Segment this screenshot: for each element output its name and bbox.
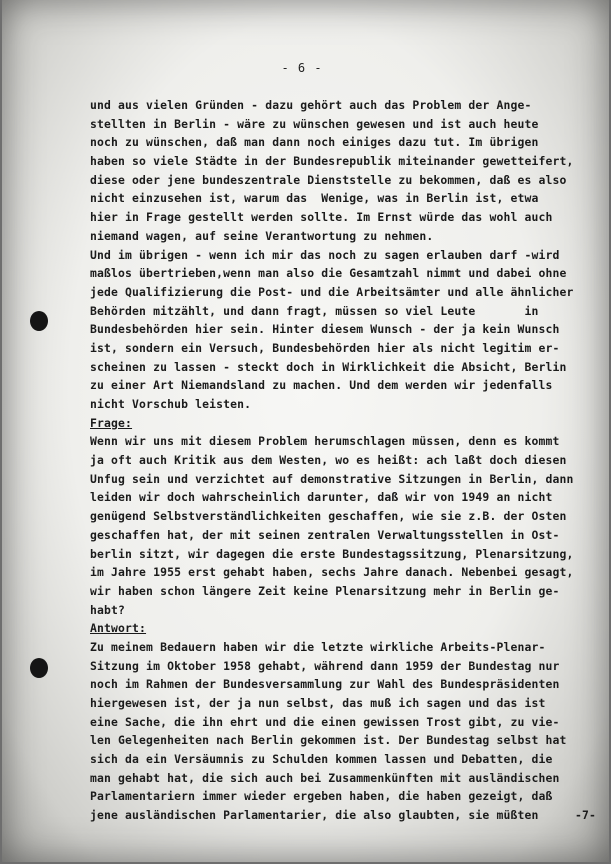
text-line: sich da ein Versäumnis zu Schulden kommen lassen und Debatten, die [90,752,553,767]
text-line: man gehabt hat, die sich auch bei Zusammenkünften mit ausländischen [90,770,560,785]
punch-hole [30,658,48,678]
text-line: zu einer Art Niemandsland zu machen. Und dem werden wir jedenfalls [90,378,553,393]
text-line: wir haben schon längere Zeit keine Plenarsitzung mehr in Berlin ge- [90,583,560,598]
continuation-mark: -7- [574,808,596,823]
text-line: hiergewesen ist, der ja nun selbst, das muß ich sagen und das ist [90,696,546,710]
antwort-label: Antwort: [90,621,147,636]
text-line: ist, sondern ein Versuch, Bundesbehörden hier als nicht legitim er- [90,340,560,355]
text-line: im Jahre 1955 erst gehabt haben, sechs Jahre danach. Nebenbei gesagt, [90,565,574,580]
text-line: haben so viele Städte in der Bundesrepublik miteinander gewetteifert, [90,154,574,169]
text-line: leiden wir doch wahrscheinlich darunter, daß wir von 1949 an nicht [90,490,553,505]
text-line: geschaffen hat, der mit seinen zentralen Verwaltungsstellen in Ost- [90,527,560,542]
frage-label: Frage: [90,415,133,430]
text-line: noch im Rahmen der Bundesversammlung zur Wahl des Bundespräsidenten [90,677,560,692]
text-line: jede Qualifizierung die Post- und die Arbeitsämter und alle ähnlicher [90,284,574,299]
text-line: Bundesbehörden hier sein. Hinter diesem Wunsch - der ja kein Wunsch [90,322,560,337]
text-line: berlin sitzt, wir dagegen die erste Bundestagssitzung, Plenarsitzung, [90,546,574,561]
text-line: hier in Frage gestellt werden sollte. Im Ernst würde das wohl auch [90,210,553,225]
text-line: niemand wagen, auf seine Verantwortung zu nehmen. [90,228,434,243]
text-line: noch zu wünschen, daß man dann noch einiges dazu tut. Im übrigen [90,135,539,150]
text-line: nicht einzusehen ist, warum das Wenige, was in Berlin ist, etwa [90,191,539,206]
text-line: habt? [90,602,126,617]
text-line: nicht Vorschub leisten. [90,397,252,411]
text-line: Parlamentariern immer wieder ergeben haben, die haben gezeigt, daß [90,789,553,804]
text-line: Behörden mitzählt, und dann fragt, müssen so viel Leute in [90,303,539,318]
text-line: Sitzung im Oktober 1958 gehabt, während dann 1959 der Bundestag nur [90,658,560,673]
document-page [2,0,609,862]
text-line: stellten in Berlin - wäre zu wünschen gewesen und ist auch heute [90,116,539,131]
text-line [90,806,596,825]
text-line: len Gelegenheiten nach Berlin gekommen ist. Der Bundestag selbst hat [90,733,567,748]
text-line: maßlos übertrieben,wenn man also die Gesamtzahl nimmt und dabei ohne [90,266,567,281]
text-line: Wenn wir uns mit diesem Problem herumschlagen müssen, denn es kommt [90,434,560,449]
text-line: Unfug sein und verzichtet auf demonstrative Sitzungen in Berlin, dann [90,471,574,486]
text-line-content: jene ausländischen Parlamentarier, die also glaubten, sie müßten [90,808,539,823]
text-line: und aus vielen Gründen - dazu gehört auch das Problem der Ange- [90,98,532,112]
text-line: scheinen zu lassen - steckt doch in Wirklichkeit die Absicht, Berlin [90,359,567,374]
text-line: diese oder jene bundeszentrale Dienststelle zu bekommen, daß es also [90,172,567,187]
text-line: ja oft auch Kritik aus dem Westen, wo es heißt: ach laßt doch diesen [90,453,567,468]
text-line: Und im übrigen - wenn ich mir das noch zu sagen erlauben darf -wird [90,247,560,262]
text-line: genügend Selbstverständlichkeiten geschaffen, wie sie z.B. der Osten [90,509,567,524]
text-line: eine Sache, die ihn ehrt und die einen gewissen Trost gibt, zu vie- [90,714,560,729]
punch-hole [30,311,48,331]
text-line: Zu meinem Bedauern haben wir die letzte wirkliche Arbeits-Plenar- [90,639,546,654]
page-number: - 6 - [281,61,323,75]
typed-text [90,96,596,825]
